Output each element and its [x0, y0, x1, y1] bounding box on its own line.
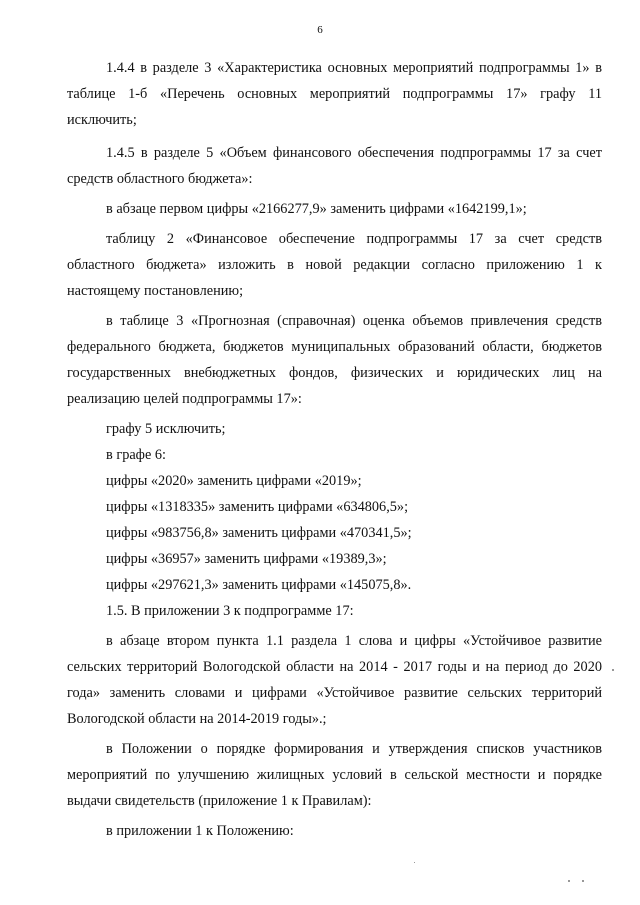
- scan-speck: [414, 862, 415, 863]
- replacement-item: цифры «2020» заменить цифрами «2019»;: [106, 473, 362, 489]
- paragraph-column-6: в графе 6:: [106, 447, 166, 463]
- scan-speck: [568, 880, 570, 882]
- document-body: [67, 55, 602, 844]
- replacement-item: цифры «297621,3» заменить цифрами «145075,8».: [106, 577, 412, 593]
- paragraph-1-5: 1.5. В приложении 3 к подпрограмме 17:: [106, 603, 354, 619]
- paragraph-appendix-1: в приложении 1 к Положению:: [106, 823, 294, 839]
- replacement-item: цифры «36957» заменить цифрами «19389,3»;: [106, 551, 387, 567]
- paragraph-1-4-4: 1.4.4 в разделе 3 «Характеристика основных мероприятий подпрограммы 1» в таблице 1-б «Перечень основных мероприятий подпрограммы 17» графу 11 исключить;: [67, 60, 602, 128]
- paragraph-regulation: в Положении о порядке формирования и утверждения списков участников мероприятий по улучшению жилищных условий в сельской местности и порядке выдачи свидетельств (приложение 1 к Правилам):: [67, 741, 602, 809]
- replacement-item: цифры «983756,8» заменить цифрами «470341,5»;: [106, 525, 412, 541]
- page-number: 6: [317, 24, 323, 36]
- paragraph-table-3: в таблице 3 «Прогнозная (справочная) оценка объемов привлечения средств федерального бюджета, бюджетов муниципальных образований области, бюджетов государственных внебюджетных фондов, физических и юридических лиц на реализацию целей подпрограммы 17»:: [67, 313, 602, 407]
- paragraph-1-4-5: 1.4.5 в разделе 5 «Объем финансового обеспечения подпрограммы 17 за счет средств областного бюджета»:: [67, 145, 602, 187]
- paragraph-column-5: графу 5 исключить;: [106, 421, 226, 437]
- scan-speck: [582, 880, 584, 882]
- scan-speck: [612, 669, 614, 671]
- paragraph-first-abzac: в абзаце первом цифры «2166277,9» заменить цифрами «1642199,1»;: [106, 201, 527, 217]
- replacement-item: цифры «1318335» заменить цифрами «634806,5»;: [106, 499, 409, 515]
- paragraph-section-1-1: в абзаце втором пункта 1.1 раздела 1 слова и цифры «Устойчивое развитие сельских территорий Вологодской области на 2014 - 2017 годы и на период до 2020 года» заменить словами и цифрами «Устойчивое развитие сельских территорий Вологодской области на 2014-2019 годы».;: [67, 633, 602, 727]
- paragraph-table-2: таблицу 2 «Финансовое обеспечение подпрограммы 17 за счет средств областного бюджета» изложить в новой редакции согласно приложению 1 к настоящему постановлению;: [67, 231, 602, 299]
